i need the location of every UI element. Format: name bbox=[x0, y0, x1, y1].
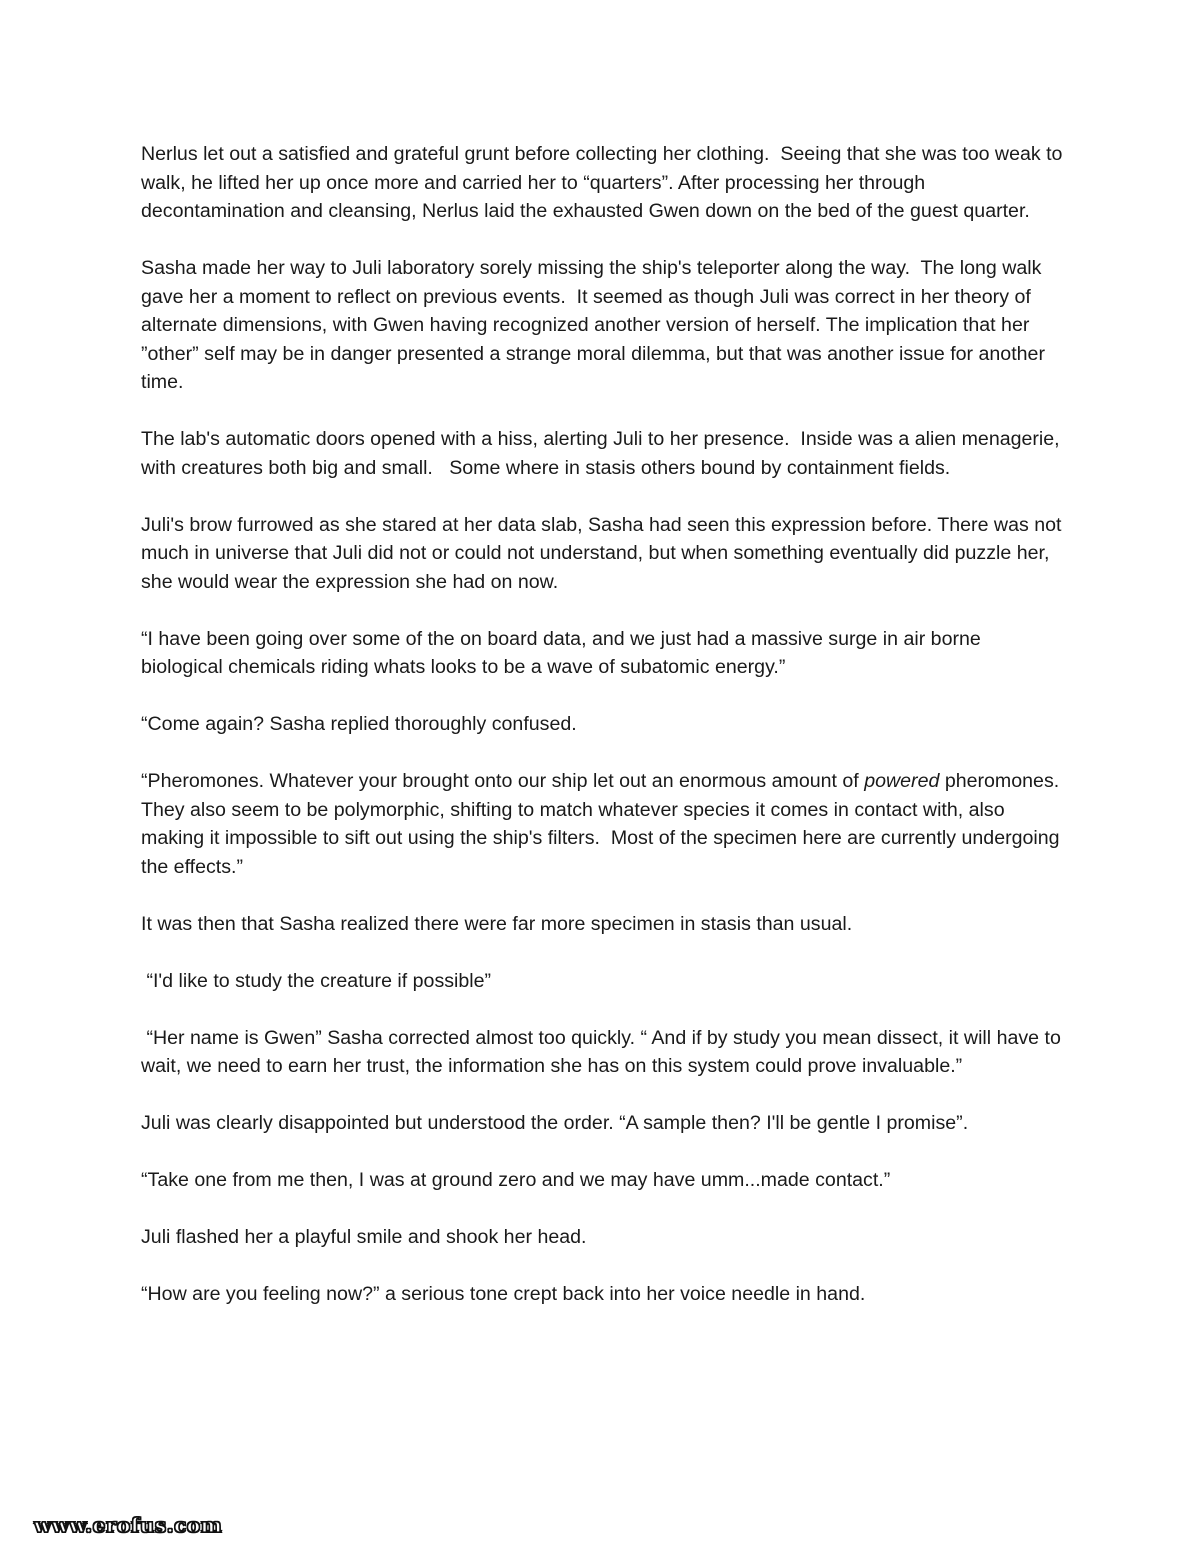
paragraph-13: Juli flashed her a playful smile and shook her head. bbox=[141, 1226, 587, 1248]
paragraph-12: “Take one from me then, I was at ground zero and we may have umm...made contact.” bbox=[141, 1169, 891, 1191]
paragraph-3: The lab's automatic doors opened with a hiss, alerting Juli to her presence. Inside was a alien menagerie, with creatures both big and small. Some where in stasis others bound by containment fields. bbox=[141, 428, 1066, 479]
paragraph-7-emphasis: powered bbox=[864, 770, 940, 792]
paragraph-14: “How are you feeling now?” a serious tone crept back into her voice needle in hand. bbox=[141, 1283, 866, 1305]
document-body bbox=[141, 140, 1070, 1337]
paragraph-9: “I'd like to study the creature if possible” bbox=[141, 969, 492, 992]
paragraph-5: “I have been going over some of the on board data, and we just had a massive surge in air borne biological chemicals riding whats looks to be a wave of subatomic energy.” bbox=[141, 627, 987, 678]
paragraph-4: Juli's brow furrowed as she stared at her data slab, Sasha had seen this expression before. There was not much in universe that Juli did not or could not understand, but when something eventually did puzzle her, she would wear the expression she had on now. bbox=[141, 513, 1067, 593]
watermark-text: www.erofus.com bbox=[34, 1513, 223, 1537]
paragraph-10: “Her name is Gwen” Sasha corrected almost too quickly. “ And if by study you mean dissect, it will have to wait, we need to earn her trust, the information she has on this system could prove invaluable.” bbox=[141, 1026, 1067, 1077]
paragraph-2: Sasha made her way to Juli laboratory sorely missing the ship's teleporter along the way. The long walk gave her a moment to reflect on previous events. It seemed as though Juli was correct in her theory of alternate dimensions, with Gwen having recognized another version of herself. The implication that her ”other” self may be in danger presented a strange moral dilemma, but that was another issue for another time. bbox=[141, 257, 1051, 393]
paragraph-1: Nerlus let out a satisfied and grateful grunt before collecting her clothing. Seeing that she was too weak to walk, he lifted her up once more and carried her to “quarters”. After processing her through decontamination and cleansing, Nerlus laid the exhausted Gwen down on the bed of the guest quarter. bbox=[141, 143, 1068, 222]
paragraph-6: “Come again? Sasha replied thoroughly confused. bbox=[141, 713, 577, 735]
paragraph-7-after: pheromones. They also seem to be polymorphic, shifting to match whatever species it comes in contact with, also making it impossible to sift out using the ship's filters. Most of the specimen here are currently undergoing the effects.” bbox=[141, 770, 1070, 878]
paragraph-7 bbox=[141, 767, 1070, 881]
paragraph-11: Juli was clearly disappointed but understood the order. “A sample then? I'll be gentle I promise”. bbox=[141, 1112, 969, 1134]
paragraph-8: It was then that Sasha realized there were far more specimen in stasis than usual. bbox=[141, 912, 853, 935]
paragraph-7-before: “Pheromones. Whatever your brought onto our ship let out an enormous amount of bbox=[141, 770, 865, 792]
